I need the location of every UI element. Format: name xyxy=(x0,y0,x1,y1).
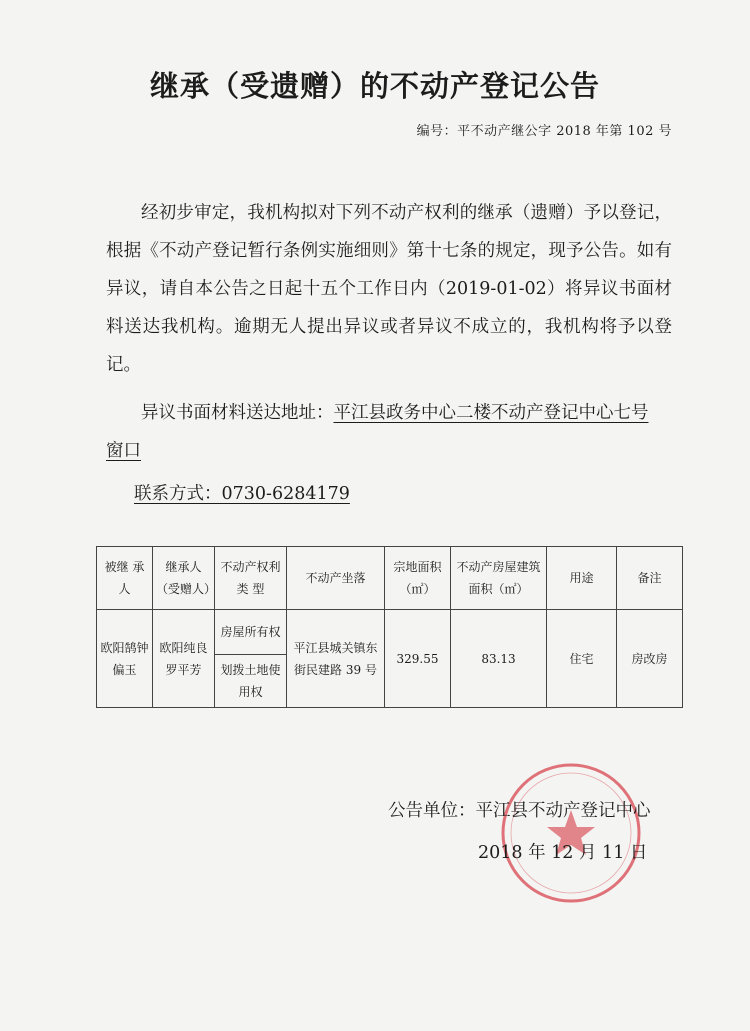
address-value-line2: 窗口 xyxy=(106,441,141,461)
notice-paragraph: 经初步审定，我机构拟对下列不动产权利的继承（遗赠）予以登记，根据《不动产登记暂行条例实施细则》第十七条的规定，现予公告。如有异议，请自本公告之日起十五个工作日内（2019-01-02）将异议书面材料送达我机构。逾期无人提出异议或者异议不成立的，我机构将予以登记。 xyxy=(106,203,672,375)
header-usage: 用途 xyxy=(547,547,617,610)
right-type-house: 房屋所有权 xyxy=(215,610,286,655)
header-land-area: 宗地面积（㎡） xyxy=(385,547,451,610)
right-type-land: 划拨土地使用权 xyxy=(220,663,281,699)
cell-land-area: 329.55 xyxy=(385,610,451,708)
table-header-row xyxy=(97,547,683,610)
header-remark: 备注 xyxy=(617,547,683,610)
issuing-organization: 公告单位：平江县不动产登记中心 xyxy=(388,801,651,821)
cell-remark: 房改房 xyxy=(617,610,683,708)
address-value-line1: 平江县政务中心二楼不动产登记中心七号 xyxy=(333,403,649,423)
header-heir: 继承人（受赠人） xyxy=(153,547,215,610)
cell-right-type xyxy=(215,610,287,708)
cell-building-area: 83.13 xyxy=(451,610,547,708)
table-row xyxy=(97,610,683,708)
official-seal-icon xyxy=(496,758,646,908)
property-table xyxy=(96,546,683,708)
contact-info: 联系方式：0730-6284179 xyxy=(134,484,350,504)
header-location: 不动产坐落 xyxy=(287,547,385,610)
address-label: 异议书面材料送达地址： xyxy=(141,403,334,423)
document-number: 编号：平不动产继公字 2018 年第 102 号 xyxy=(416,124,672,139)
objection-address xyxy=(106,394,672,470)
cell-usage: 住宅 xyxy=(547,610,617,708)
notice-body xyxy=(106,194,672,384)
header-right-type: 不动产权利类 型 xyxy=(215,547,287,610)
issue-date: 2018 年 12 月 11 日 xyxy=(478,843,648,863)
header-building-area: 不动产房屋建筑面积（㎡） xyxy=(451,547,547,610)
page-title: 继承（受遗赠）的不动产登记公告 xyxy=(149,69,600,103)
cell-location: 平江县城关镇东街民建路 39 号 xyxy=(287,610,385,708)
cell-heir: 欧阳纯良罗平芳 xyxy=(153,610,215,708)
header-decedent: 被继 承人 xyxy=(97,547,153,610)
cell-decedent: 欧阳鹄钟偏玉 xyxy=(97,610,153,708)
